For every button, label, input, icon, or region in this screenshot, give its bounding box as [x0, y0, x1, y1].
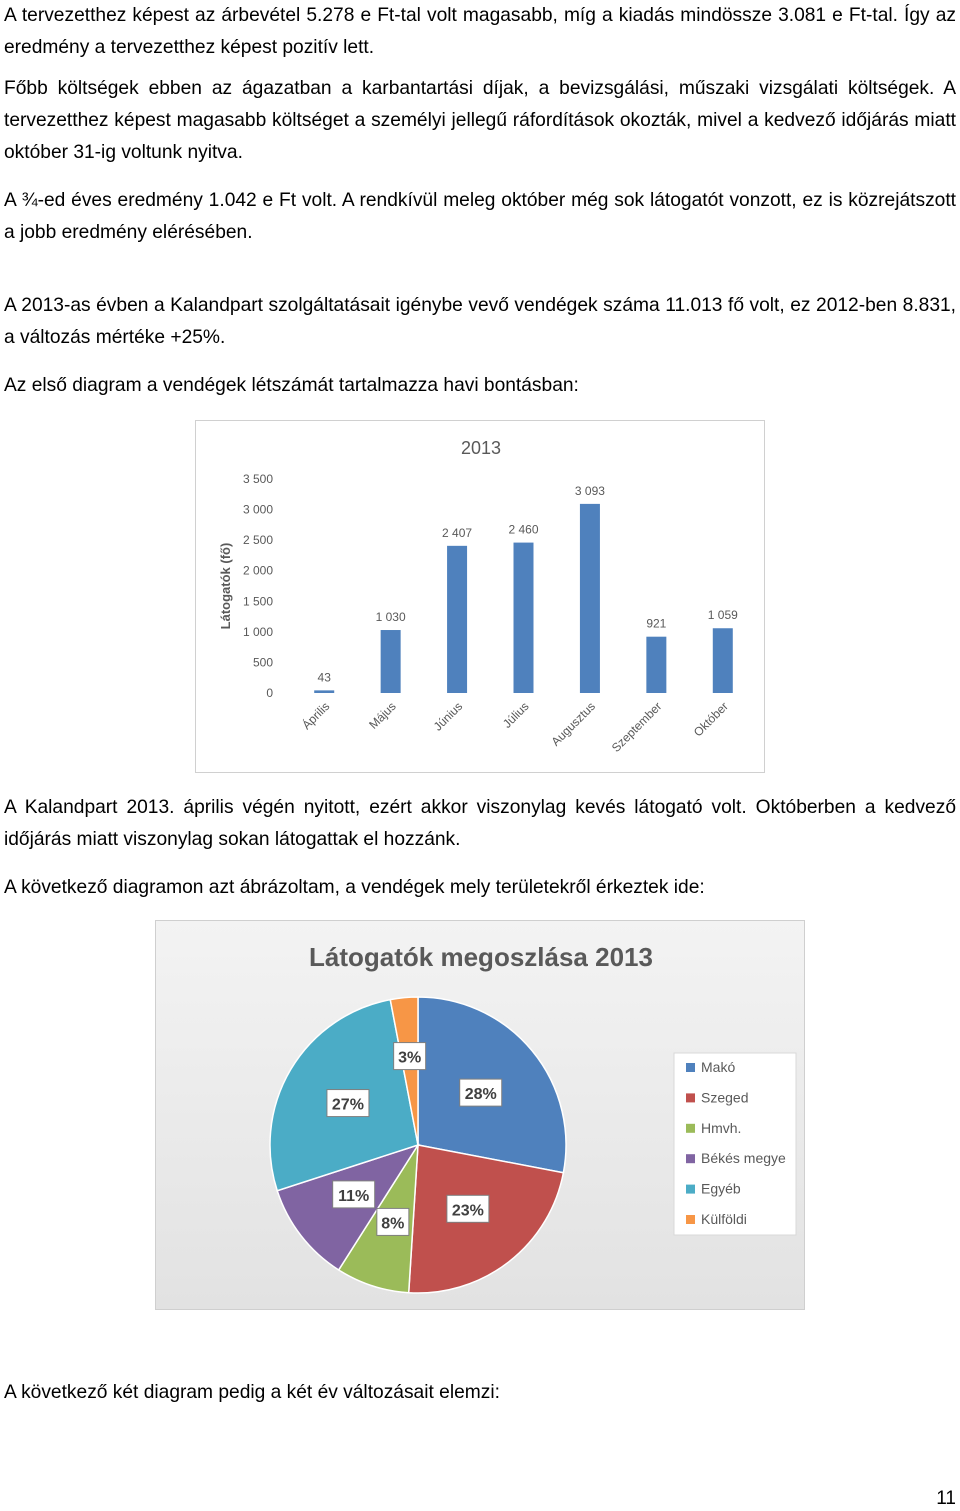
paragraph-visitors: A 2013-as évben a Kalandpart szolgáltatásait igénybe vevő vendégek száma 11.013 fő volt, ez 2012-ben 8.831, a változás mértéke +25%. [4, 295, 956, 348]
bar-data-label: 2 407 [442, 525, 473, 540]
pie-data-label: 28% [464, 1086, 497, 1104]
bar [646, 637, 666, 693]
bar-data-label: 921 [646, 616, 667, 631]
legend-label: Külföldi [701, 1211, 747, 1227]
y-tick-label: 500 [252, 655, 273, 670]
x-tick-label: Október [690, 699, 731, 740]
paragraph-opening-note: A Kalandpart 2013. április végén nyitott, ezért akkor viszonylag kevés látogató volt. Októberben a kedvező időjárás miatt viszonylag sokan látogattak el hozzánk. [4, 797, 956, 850]
pie-data-label: 8% [381, 1215, 405, 1233]
y-tick-label: 0 [266, 686, 273, 700]
bar [381, 630, 401, 693]
legend-swatch [686, 1093, 695, 1102]
legend-label: Egyéb [701, 1180, 741, 1197]
x-tick-label: Augusztus [548, 699, 599, 749]
bar-data-label: 1 059 [707, 608, 738, 623]
x-tick-label: Szeptember [608, 699, 665, 755]
paragraph-costs: Főbb költségek ebben az ágazatban a karbantartási díjak, a bevizsgálási, műszaki vizsgálati költségek. A tervezetthez képest magasabb költséget a személyi jellegű ráfordítások okozták, mivel a kedvező időjárás miatt október 31-ig voltunk nyitva. [4, 78, 956, 163]
paragraph-result: A ¾-ed éves eredmény 1.042 e Ft volt. A rendkívül meleg október még sok látogatót vonzott, ez is közrejátszott a jobb eredmény elérésében. [4, 190, 956, 243]
legend-swatch [686, 1185, 695, 1194]
y-tick-label: 2 500 [242, 533, 273, 548]
bar-chart-svg [196, 421, 764, 772]
legend-box [674, 1053, 796, 1235]
x-tick-label: Június [430, 699, 466, 734]
bar-data-label: 43 [317, 670, 331, 685]
bar-data-label: 1 030 [375, 610, 406, 625]
legend-swatch [686, 1154, 695, 1163]
pie-data-label: 27% [331, 1096, 364, 1114]
legend-swatch [686, 1063, 695, 1072]
paragraph-first-diagram-intro: Az első diagram a vendégek létszámát tartalmazza havi bontásban: [4, 375, 579, 396]
bar-chart [195, 420, 765, 773]
legend-label: Makó [701, 1059, 736, 1075]
y-axis-label: Látogatók (fő) [218, 542, 233, 630]
bar-data-label: 3 093 [574, 483, 605, 498]
x-tick-label: Április [299, 699, 333, 733]
bar-data-label: 2 460 [508, 522, 539, 537]
y-tick-label: 1 000 [242, 624, 273, 639]
y-tick-label: 1 500 [242, 594, 273, 609]
chart-title: 2013 [460, 438, 502, 458]
x-tick-label: Július [500, 699, 532, 731]
pie-data-label: 11% [338, 1187, 370, 1205]
pie-data-label: 23% [451, 1202, 484, 1220]
legend-label: Békés megye [701, 1150, 786, 1167]
pie-chart-svg [156, 921, 804, 1309]
legend-swatch [686, 1124, 695, 1133]
paragraph-second-diagram-intro: A következő diagramon azt ábrázoltam, a vendégek mely területekről érkeztek ide: [4, 877, 705, 898]
bar [580, 504, 600, 693]
bar [314, 690, 334, 693]
bar [514, 543, 534, 693]
y-tick-label: 2 000 [242, 563, 273, 578]
pie-data-label: 3% [398, 1049, 422, 1067]
paragraph-revenue: A tervezetthez képest az árbevétel 5.278 e Ft-tal volt magasabb, míg a kiadás mindössze 3.081 e Ft-tal. Így az eredmény a tervezetthez képest pozitív lett. [4, 5, 956, 58]
bar [447, 546, 467, 693]
x-tick-label: Május [366, 699, 399, 732]
legend-label: Szeged [701, 1089, 749, 1106]
paragraph-next-diagrams-intro: A következő két diagram pedig a két év változásait elemzi: [4, 1382, 500, 1403]
y-tick-label: 3 000 [242, 502, 273, 517]
legend-swatch [686, 1215, 695, 1224]
legend-label: Hmvh. [701, 1119, 742, 1136]
y-tick-label: 3 500 [242, 472, 273, 486]
pie-chart [155, 920, 805, 1310]
page-number: 11 [936, 1488, 956, 1509]
pie-title: Látogatók megoszlása 2013 [309, 942, 653, 972]
bar [713, 628, 733, 693]
